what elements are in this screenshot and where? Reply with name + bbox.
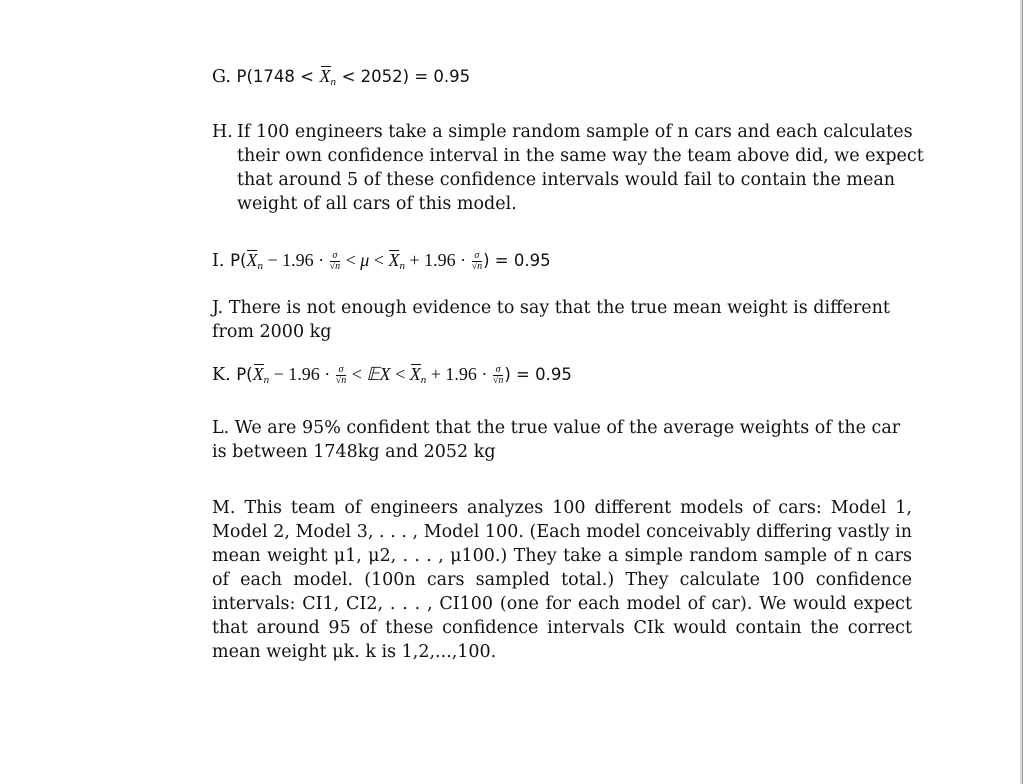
option-i bbox=[212, 248, 912, 278]
option-j bbox=[212, 296, 912, 344]
option-k-sqrtn-1: √n bbox=[335, 375, 347, 387]
option-i-sqrtn-2: √n bbox=[471, 261, 483, 273]
option-i-param: μ bbox=[360, 250, 370, 270]
option-m bbox=[212, 496, 912, 664]
option-k-minus: − 1.96 · bbox=[273, 364, 331, 384]
option-i-plus: + 1.96 · bbox=[409, 250, 467, 270]
option-i-sigma-1: σ bbox=[330, 251, 341, 262]
option-k-param: 𝔼X bbox=[366, 364, 391, 384]
option-h-text: If 100 engineers take a simple random sample of n cars and each calculates their own confidence interval in the same way the team above did, we expect that around 5 of these confidence intervals would fail to contain the mean weight of all cars of this model. bbox=[237, 122, 924, 214]
option-l-text: We are 95% confident that the true value of the average weights of the car is between 1748kg and 2052 kg bbox=[212, 418, 901, 462]
option-j-text: There is not enough evidence to say that the true mean weight is different from 2000 kg bbox=[212, 298, 890, 342]
option-m-text: This team of engineers analyzes 100 different models of cars: Model 1, Model 2, Model 3, . . . , Model 100. (Each model conceivably differing vastly in mean weight μ1, μ2, . . . , μ100.) They take a simple random sample of n cars of each model. (100n cars sampled total.) They calculate 100 confidence intervals: CI1, CI2, . . . , CI100 (one for each model of car). We would expect that around 95 of these confidence intervals CIk would contain the correct mean weight μk. k is 1,2,...,100. bbox=[212, 498, 912, 662]
option-l bbox=[212, 416, 912, 464]
option-i-prefix: P( bbox=[230, 251, 247, 270]
option-k-lt-2: < bbox=[395, 364, 406, 384]
option-k-sub-2: n bbox=[420, 374, 427, 386]
option-i-sqrtn-1: √n bbox=[329, 261, 341, 273]
option-k-plus: + 1.96 · bbox=[430, 364, 488, 384]
option-k-prefix: P( bbox=[236, 365, 253, 384]
option-i-sub-1: n bbox=[257, 260, 263, 272]
option-i-sub-2: n bbox=[399, 260, 405, 272]
option-k-xbar-1: X bbox=[252, 364, 264, 384]
option-i-sigma-2: σ bbox=[472, 251, 483, 262]
option-l-label: L. bbox=[212, 418, 230, 438]
option-k bbox=[212, 362, 912, 392]
option-g-prefix: P(1748 < bbox=[236, 67, 314, 86]
option-g-xbar: X bbox=[319, 66, 331, 86]
option-g bbox=[212, 64, 912, 94]
option-k-sigma-1: σ bbox=[336, 365, 347, 376]
option-h-label: H. bbox=[212, 122, 233, 142]
option-j-label: J. bbox=[212, 298, 224, 318]
option-h bbox=[212, 120, 927, 216]
option-k-lt-1: < bbox=[351, 364, 362, 384]
option-i-lt-1: < bbox=[345, 250, 356, 270]
option-k-sigma-2: σ bbox=[493, 365, 504, 376]
option-g-suffix: < 2052) = 0.95 bbox=[341, 67, 471, 86]
option-k-sub-1: n bbox=[263, 374, 270, 386]
option-m-label: M. bbox=[212, 498, 236, 518]
option-k-xbar-2: X bbox=[409, 364, 421, 384]
option-g-label: G. bbox=[212, 67, 231, 87]
option-i-minus: − 1.96 · bbox=[267, 250, 325, 270]
option-i-xbar-1: X bbox=[246, 250, 258, 270]
option-k-result: ) = 0.95 bbox=[504, 365, 572, 384]
option-i-result: ) = 0.95 bbox=[483, 251, 551, 270]
option-i-xbar-2: X bbox=[388, 250, 400, 270]
option-k-label: K. bbox=[212, 365, 231, 385]
option-i-label: I. bbox=[212, 251, 225, 271]
option-i-lt-2: < bbox=[373, 250, 384, 270]
option-g-sub: n bbox=[330, 76, 337, 88]
option-k-sqrtn-2: √n bbox=[492, 375, 504, 387]
